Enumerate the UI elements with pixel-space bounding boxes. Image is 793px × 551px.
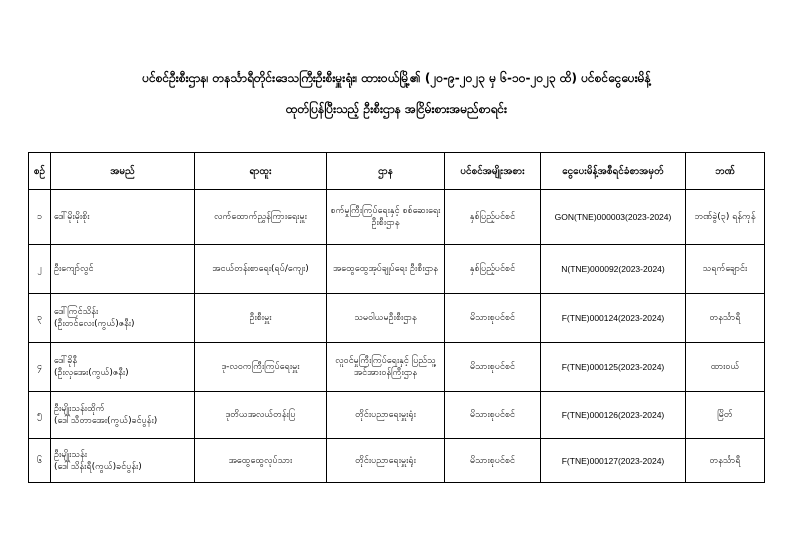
table-row [29, 392, 765, 439]
table-row [29, 245, 765, 294]
name-sub-text: (ဒေါ်သီတာအေး(ကွယ်)ခင်ပွန်း) [54, 416, 158, 426]
cell-name [51, 343, 195, 392]
table-row [29, 190, 765, 245]
cell-rank: အထွေထွေလုပ်သား [195, 439, 327, 483]
name-text: ဦးမျိုးသန်းထိုက် [54, 404, 105, 414]
name-text: ဒေါ်ခိုနီ [54, 356, 78, 366]
cell-pension-type: မိသားစုပင်စင် [445, 294, 541, 343]
cell-name [51, 294, 195, 343]
cell-pension-type: မိသားစုပင်စင် [445, 392, 541, 439]
cell-treasury: တနင်္သာရီ [686, 439, 765, 483]
name-text: ဦးကျော်လွင် [54, 264, 94, 274]
cell-rank: အငယ်တန်းစာရေး(ရပ်/ကျေး) [195, 245, 327, 294]
cell-treasury: သရက်ချောင်း [686, 245, 765, 294]
cell-department: တိုင်းပညာရေးမှူးရုံး [327, 392, 445, 439]
cell-order-no: F(TNE)000124(2023-2024) [541, 294, 686, 343]
cell-pension-type: နှစ်ပြည့်ပင်စင် [445, 190, 541, 245]
cell-order-no: F(TNE)000125(2023-2024) [541, 343, 686, 392]
cell-name [51, 392, 195, 439]
cell-no: ၆ [29, 439, 51, 483]
cell-order-no: F(TNE)000126(2023-2024) [541, 392, 686, 439]
cell-department: အထွေထွေအုပ်ချုပ်ရေး ဦးစီးဌာန [327, 245, 445, 294]
cell-treasury: ဘဏ်ခွဲ(၃) ရန်ကုန် [686, 190, 765, 245]
cell-no: ၃ [29, 294, 51, 343]
cell-rank: လက်ထောက်ညွှန်ကြားရေးမှူး [195, 190, 327, 245]
header-pension-type: ပင်စင်အမျိုးအစား [445, 153, 541, 190]
cell-name [51, 190, 195, 245]
cell-order-no: GON(TNE)000003(2023-2024) [541, 190, 686, 245]
cell-no: ၅ [29, 392, 51, 439]
cell-order-no: F(TNE)000127(2023-2024) [541, 439, 686, 483]
cell-pension-type: နှစ်ပြည့်ပင်စင် [445, 245, 541, 294]
header-name: အမည် [51, 153, 195, 190]
cell-treasury: မြိတ် [686, 392, 765, 439]
cell-treasury: တနင်္သာရီ [686, 294, 765, 343]
header-order-no: ငွေပေးမိန့်အစီရင်ခံစာအမှတ် [541, 153, 686, 190]
table-row [29, 343, 765, 392]
cell-name [51, 439, 195, 483]
name-text: ဦးမျိုးသန်း [54, 449, 88, 460]
header-department: ဌာန [327, 153, 445, 190]
name-text: ဒေါ်မိုးမိုးစိုး [54, 212, 90, 222]
name-sub-text: (ဒေါ်သိန်းရီ(ကွယ်)ခင်ပွန်း) [54, 461, 142, 472]
cell-rank: ဒု-လဝကကြီးကြပ်ရေးမှူး [195, 343, 327, 392]
cell-department: သမဝါယမဦးစီးဌာန [327, 294, 445, 343]
table-row [29, 294, 765, 343]
pension-roster-table [28, 152, 765, 483]
table-header-row [29, 153, 765, 190]
name-sub-text: (ဦးလှအေး(ကွယ်)ဇနီး) [54, 368, 129, 378]
cell-pension-type: မိသားစုပင်စင် [445, 343, 541, 392]
name-sub-text: (ဦးတင်လေး(ကွယ်)ဇနီး) [54, 319, 135, 329]
table-row [29, 439, 765, 483]
name-text: ဒေါ်ကြင်သိန်း [54, 307, 99, 317]
cell-department: စက်မှုကြီးကြပ်ရေးနှင့် စစ်ဆေးရေးဦးစီးဌာန [327, 190, 445, 245]
cell-treasury: ထားဝယ် [686, 343, 765, 392]
header-rank: ရာထူး [195, 153, 327, 190]
cell-department: လူဝင်မှုကြီးကြပ်ရေးနှင့် ပြည်သူ့အင်အားဝန်ကြီးဌာန [327, 343, 445, 392]
cell-order-no: N(TNE)000092(2023-2024) [541, 245, 686, 294]
cell-no: ၄ [29, 343, 51, 392]
cell-department: တိုင်းပညာရေးမှူးရုံး [327, 439, 445, 483]
header-treasury: ဘဏ် [686, 153, 765, 190]
document-subtitle: ထုတ်ပြန်ပြီးသည့် ဦးစီးဌာန အငြိမ်းစားအမည်စာရင်း [285, 102, 508, 116]
document-title: ပင်စင်ဦးစီးဌာန၊ တနင်္သာရီတိုင်းဒေသကြီးဦးစီးမှူးရုံး၊ ထားဝယ်မြို့၏ (၂၀-၉-၂၀၂၃ မှ ၆-၁၀-၂၀၂၃ ထိ) ပင်စင်ငွေပေးမိန့် [142, 71, 651, 85]
header-no: စဉ် [29, 153, 51, 190]
cell-name [51, 245, 195, 294]
cell-rank: ဦးစီးမှူး [195, 294, 327, 343]
cell-no: ၁ [29, 190, 51, 245]
cell-rank: ဒုတိယအလယ်တန်းပြ [195, 392, 327, 439]
cell-pension-type: မိသားစုပင်စင် [445, 439, 541, 483]
cell-no: ၂ [29, 245, 51, 294]
